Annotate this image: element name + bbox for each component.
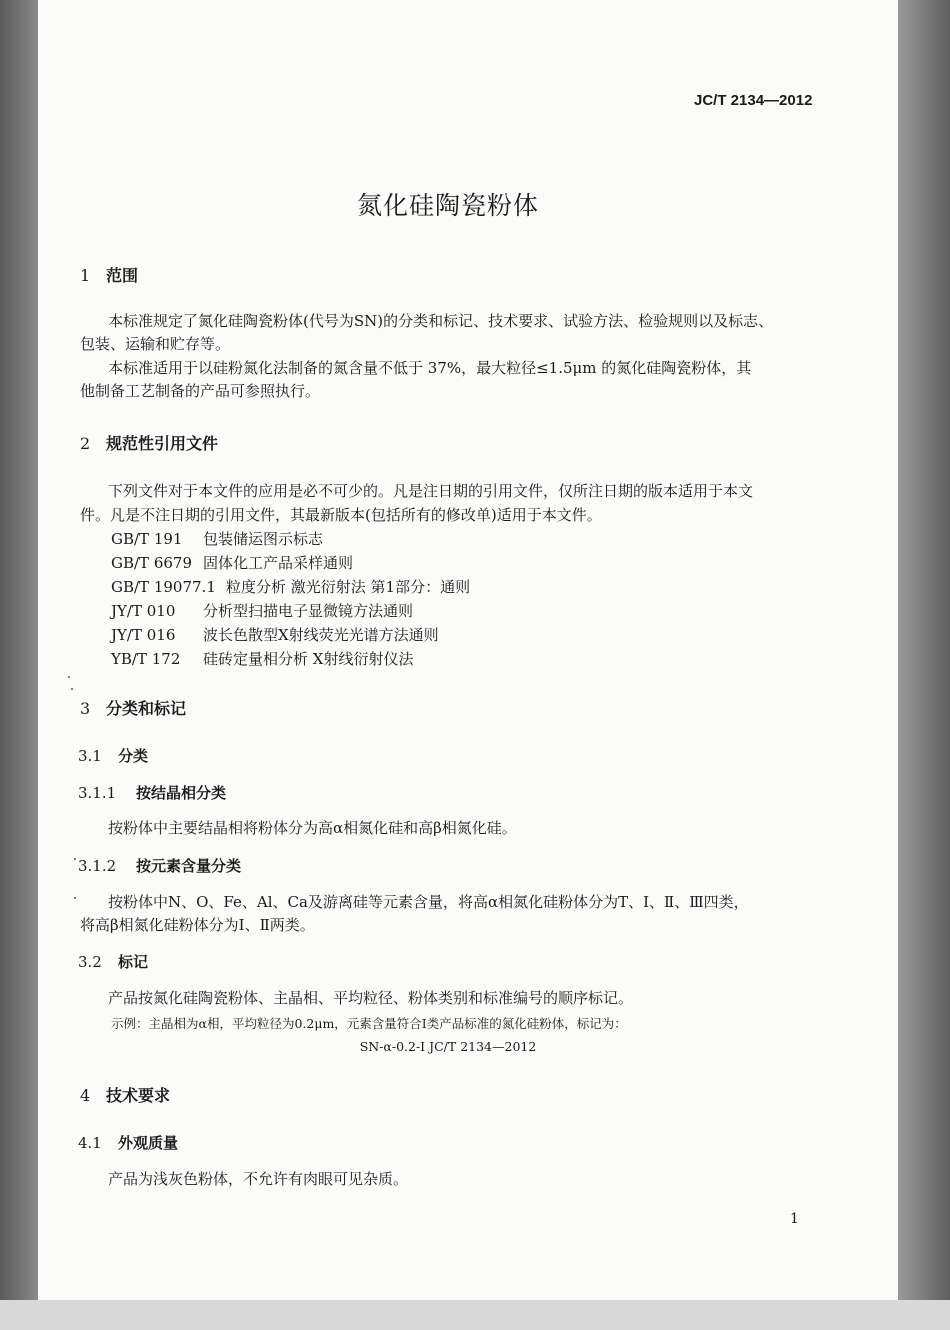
reference-title: 固体化工产品采样通则 bbox=[203, 554, 354, 572]
reference-title: 硅砖定量相分析 X射线衍射仪法 bbox=[203, 650, 414, 668]
section-3-2-heading bbox=[78, 951, 148, 972]
section-3-1-1-heading bbox=[78, 782, 226, 803]
reference-code: GB/T 6679 bbox=[111, 554, 193, 572]
section-number: 4.1 bbox=[78, 1134, 102, 1152]
paragraph-continued: 包装、运输和贮存等。 bbox=[80, 335, 231, 353]
section-number: 3.1 bbox=[78, 747, 102, 765]
reference-code: JY/T 010 bbox=[111, 602, 176, 620]
viewer-frame-bottom bbox=[0, 1300, 950, 1330]
section-4-1-heading bbox=[78, 1132, 178, 1153]
paragraph-continued: 将高β相氮化硅粉体分为Ⅰ、Ⅱ两类。 bbox=[80, 916, 315, 934]
section-number: 3 bbox=[80, 699, 91, 718]
section-title: 分类 bbox=[118, 747, 149, 765]
page-number: 1 bbox=[790, 1211, 799, 1227]
paragraph: 本标准规定了氮化硅陶瓷粉体(代号为SN)的分类和标记、技术要求、试验方法、检验规则以及标志、 bbox=[108, 312, 774, 330]
section-title: 按元素含量分类 bbox=[136, 857, 242, 875]
paragraph: 下列文件对于本文件的应用是必不可少的。凡是注日期的引用文件，仅所注日期的版本适用于本文 bbox=[108, 482, 754, 500]
section-3-1-2-heading bbox=[78, 855, 241, 876]
example-note: 示例：主晶相为α相，平均粒径为0.2μm，元素含量符合Ⅰ类产品标准的氮化硅粉体，标记为： bbox=[111, 1016, 627, 1031]
section-number: 3.1.1 bbox=[78, 784, 117, 802]
scan-speck bbox=[74, 858, 76, 860]
section-title: 外观质量 bbox=[118, 1134, 179, 1152]
scan-speck bbox=[74, 897, 76, 899]
reference-item bbox=[111, 600, 413, 621]
reference-item bbox=[111, 648, 413, 669]
section-number: 4 bbox=[80, 1086, 91, 1105]
reference-code: JY/T 016 bbox=[111, 626, 176, 644]
document-page bbox=[38, 0, 898, 1300]
section-1-heading bbox=[80, 263, 138, 286]
paragraph: 按粉体中主要结晶相将粉体分为高α相氮化硅和高β相氮化硅。 bbox=[108, 819, 517, 837]
section-title: 范围 bbox=[106, 266, 139, 285]
paragraph: 按粉体中N、O、Fe、Al、Ca及游离硅等元素含量，将高α相氮化硅粉体分为T、Ⅰ、Ⅱ、Ⅲ四类， bbox=[108, 893, 749, 911]
section-title: 按结晶相分类 bbox=[136, 784, 227, 802]
section-3-1-heading bbox=[78, 745, 148, 766]
section-2-heading bbox=[80, 431, 218, 454]
paragraph: 产品为浅灰色粉体，不允许有肉眼可见杂质。 bbox=[108, 1170, 409, 1188]
scan-speck bbox=[71, 688, 73, 690]
paragraph: 本标准适用于以硅粉氮化法制备的氮含量不低于 37%，最大粒径≤1.5μm 的氮化硅陶瓷粉体，其 bbox=[108, 359, 752, 377]
section-number: 3.2 bbox=[78, 953, 102, 971]
reference-item bbox=[111, 624, 439, 645]
section-4-heading bbox=[80, 1083, 170, 1106]
reference-title: 分析型扫描电子显微镜方法通则 bbox=[203, 602, 414, 620]
section-title: 标记 bbox=[118, 953, 149, 971]
reference-title: 包装储运图示标志 bbox=[203, 530, 324, 548]
paragraph-continued: 件。凡是不注日期的引用文件，其最新版本(包括所有的修改单)适用于本文件。 bbox=[80, 506, 602, 524]
paragraph-continued: 他制备工艺制备的产品可参照执行。 bbox=[80, 382, 321, 400]
document-title: 氮化硅陶瓷粉体 bbox=[356, 191, 539, 220]
reference-title: 波长色散型X射线荧光光谱方法通则 bbox=[203, 626, 439, 644]
reference-code: YB/T 172 bbox=[111, 650, 181, 668]
reference-code: GB/T 191 bbox=[111, 530, 183, 548]
section-number: 3.1.2 bbox=[78, 857, 117, 875]
section-number: 2 bbox=[80, 434, 91, 453]
section-number: 1 bbox=[80, 266, 91, 285]
standard-code: JC/T 2134—2012 bbox=[694, 92, 813, 109]
reference-item bbox=[111, 552, 353, 573]
paragraph: 产品按氮化硅陶瓷粉体、主晶相、平均粒径、粉体类别和标准编号的顺序标记。 bbox=[108, 989, 634, 1007]
marking-example: SN-α-0.2-Ⅰ JC/T 2134—2012 bbox=[359, 1039, 537, 1054]
reference-code: GB/T 19077.1 bbox=[111, 578, 216, 596]
section-title: 分类和标记 bbox=[106, 699, 187, 718]
section-title: 规范性引用文件 bbox=[106, 434, 219, 453]
reference-title: 粒度分析 激光衍射法 第1部分：通则 bbox=[226, 578, 471, 596]
viewer-frame-left bbox=[0, 0, 38, 1330]
reference-item bbox=[111, 528, 323, 549]
section-3-heading bbox=[80, 696, 186, 719]
viewer-frame-right bbox=[898, 0, 950, 1330]
scan-speck bbox=[68, 676, 70, 678]
section-title: 技术要求 bbox=[106, 1086, 171, 1105]
reference-item bbox=[111, 576, 470, 597]
